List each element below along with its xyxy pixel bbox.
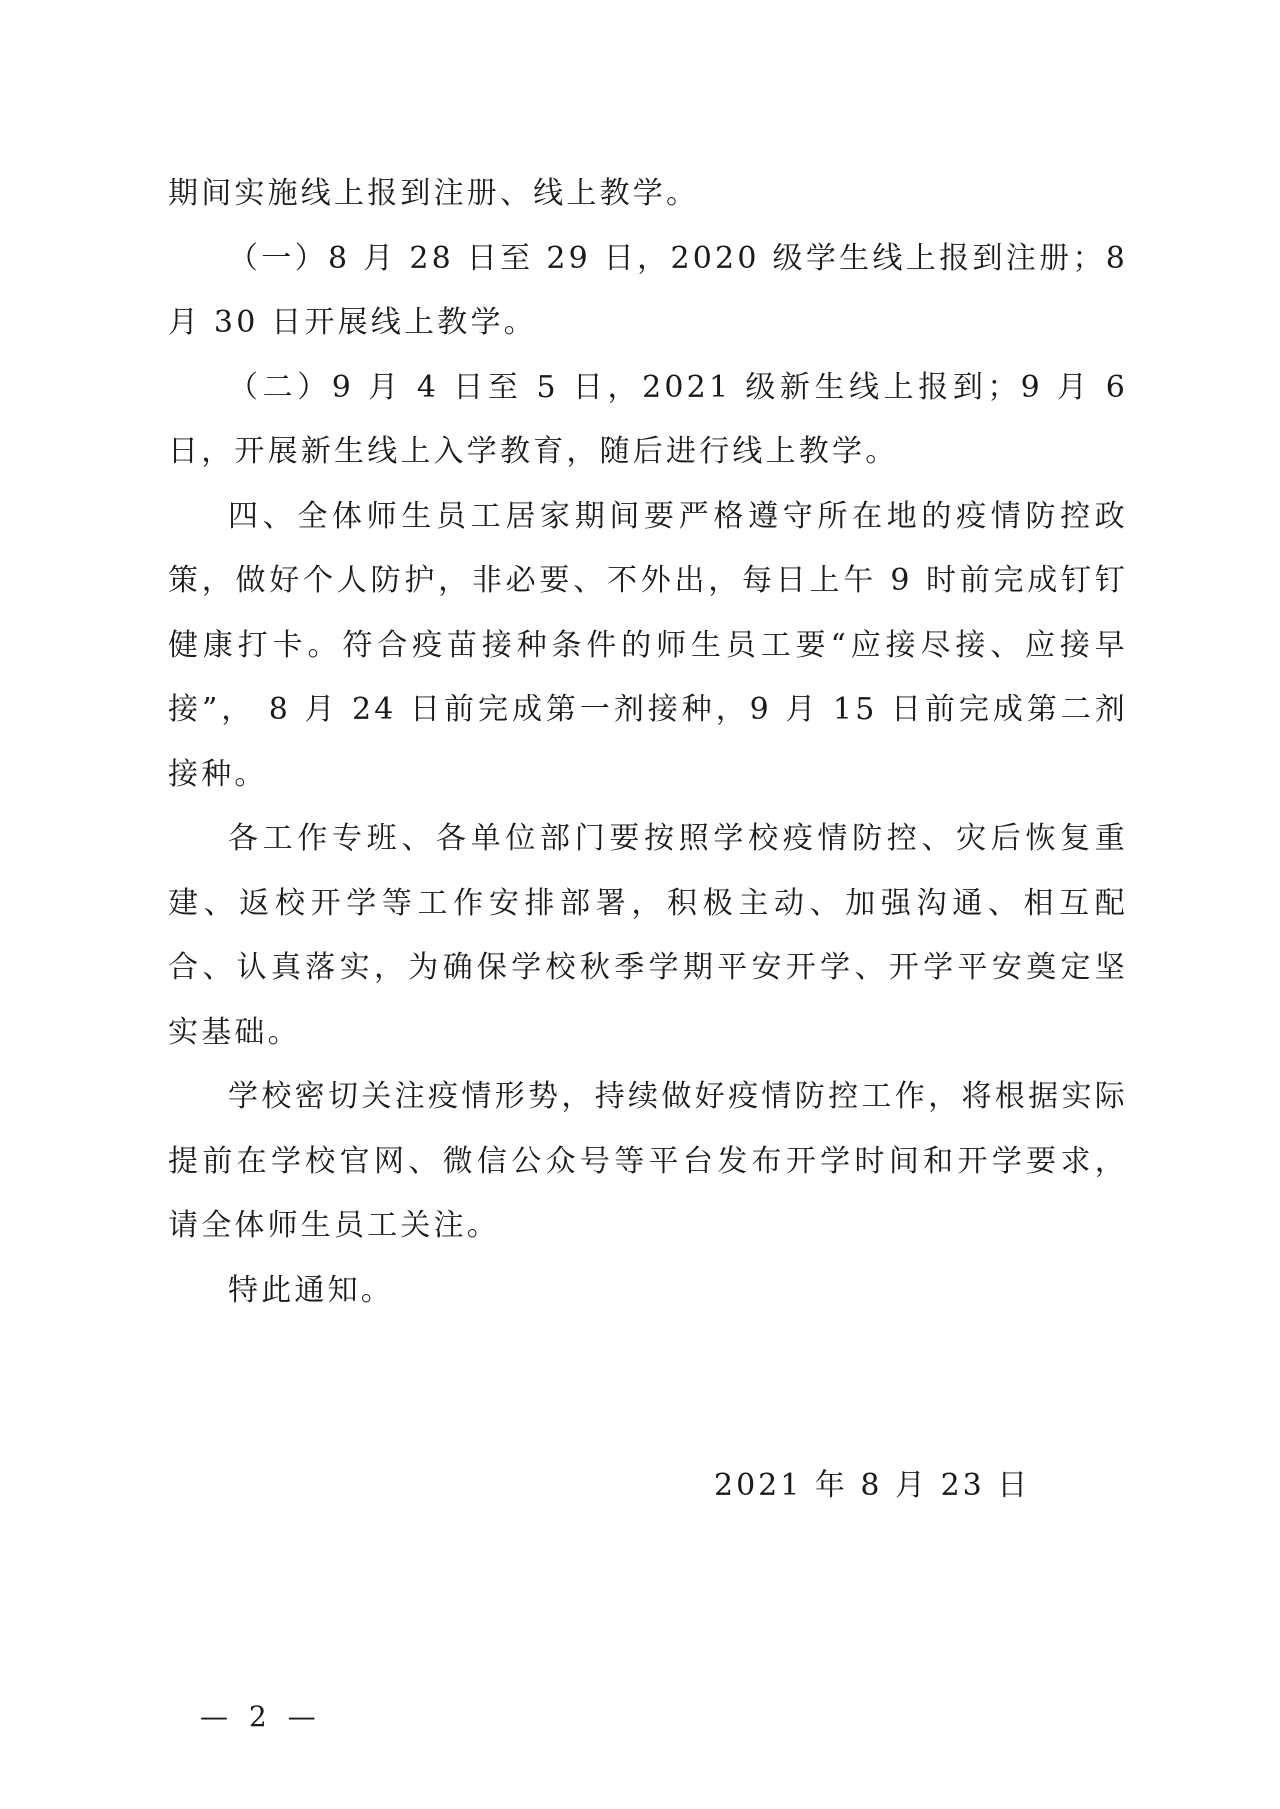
paragraph-1: 期间实施线上报到注册、线上教学。 [168,176,700,211]
paragraph-2: （一）8 月 28 日至 29 日，2020 级学生线上报到注册；8 月 30 日开展线上教学。 [168,240,1128,340]
paragraph-7: 特此通知。 [228,1272,394,1308]
page-number: — 2 — [200,1700,322,1733]
paragraph-5: 各工作专班、各单位部门要按照学校疫情防控、灾后恢复重建、返校开学等工作安排部署，积极主动、加强沟通、相互配合、认真落实，为确保学校秋季学期平安开学、开学平安奠定坚实基础。 [168,821,1128,1050]
document-date: 2021 年 8 月 23 日 [714,1468,1031,1503]
paragraph-4: 四、全体师生员工居家期间要严格遵守所在地的疫情防控政策，做好个人防护，非必要、不外出，每日上午 9 时前完成钉钉健康打卡。符合疫苗接种条件的师生员工要“应接尽接、应接早接”， 8 月 24 日前完成第一剂接种，9 月 15 日前完成第二剂接种。 [168,498,1128,792]
paragraph-3: （二）9 月 4 日至 5 日，2021 级新生线上报到；9 月 6 日，开展新生线上入学教育，随后进行线上教学。 [168,369,1128,469]
paragraph-6: 学校密切关注疫情形势，持续做好疫情防控工作，将根据实际提前在学校官网、微信公众号等平台发布开学时间和开学要求，请全体师生员工关注。 [168,1079,1128,1243]
document-body [168,162,1128,1323]
